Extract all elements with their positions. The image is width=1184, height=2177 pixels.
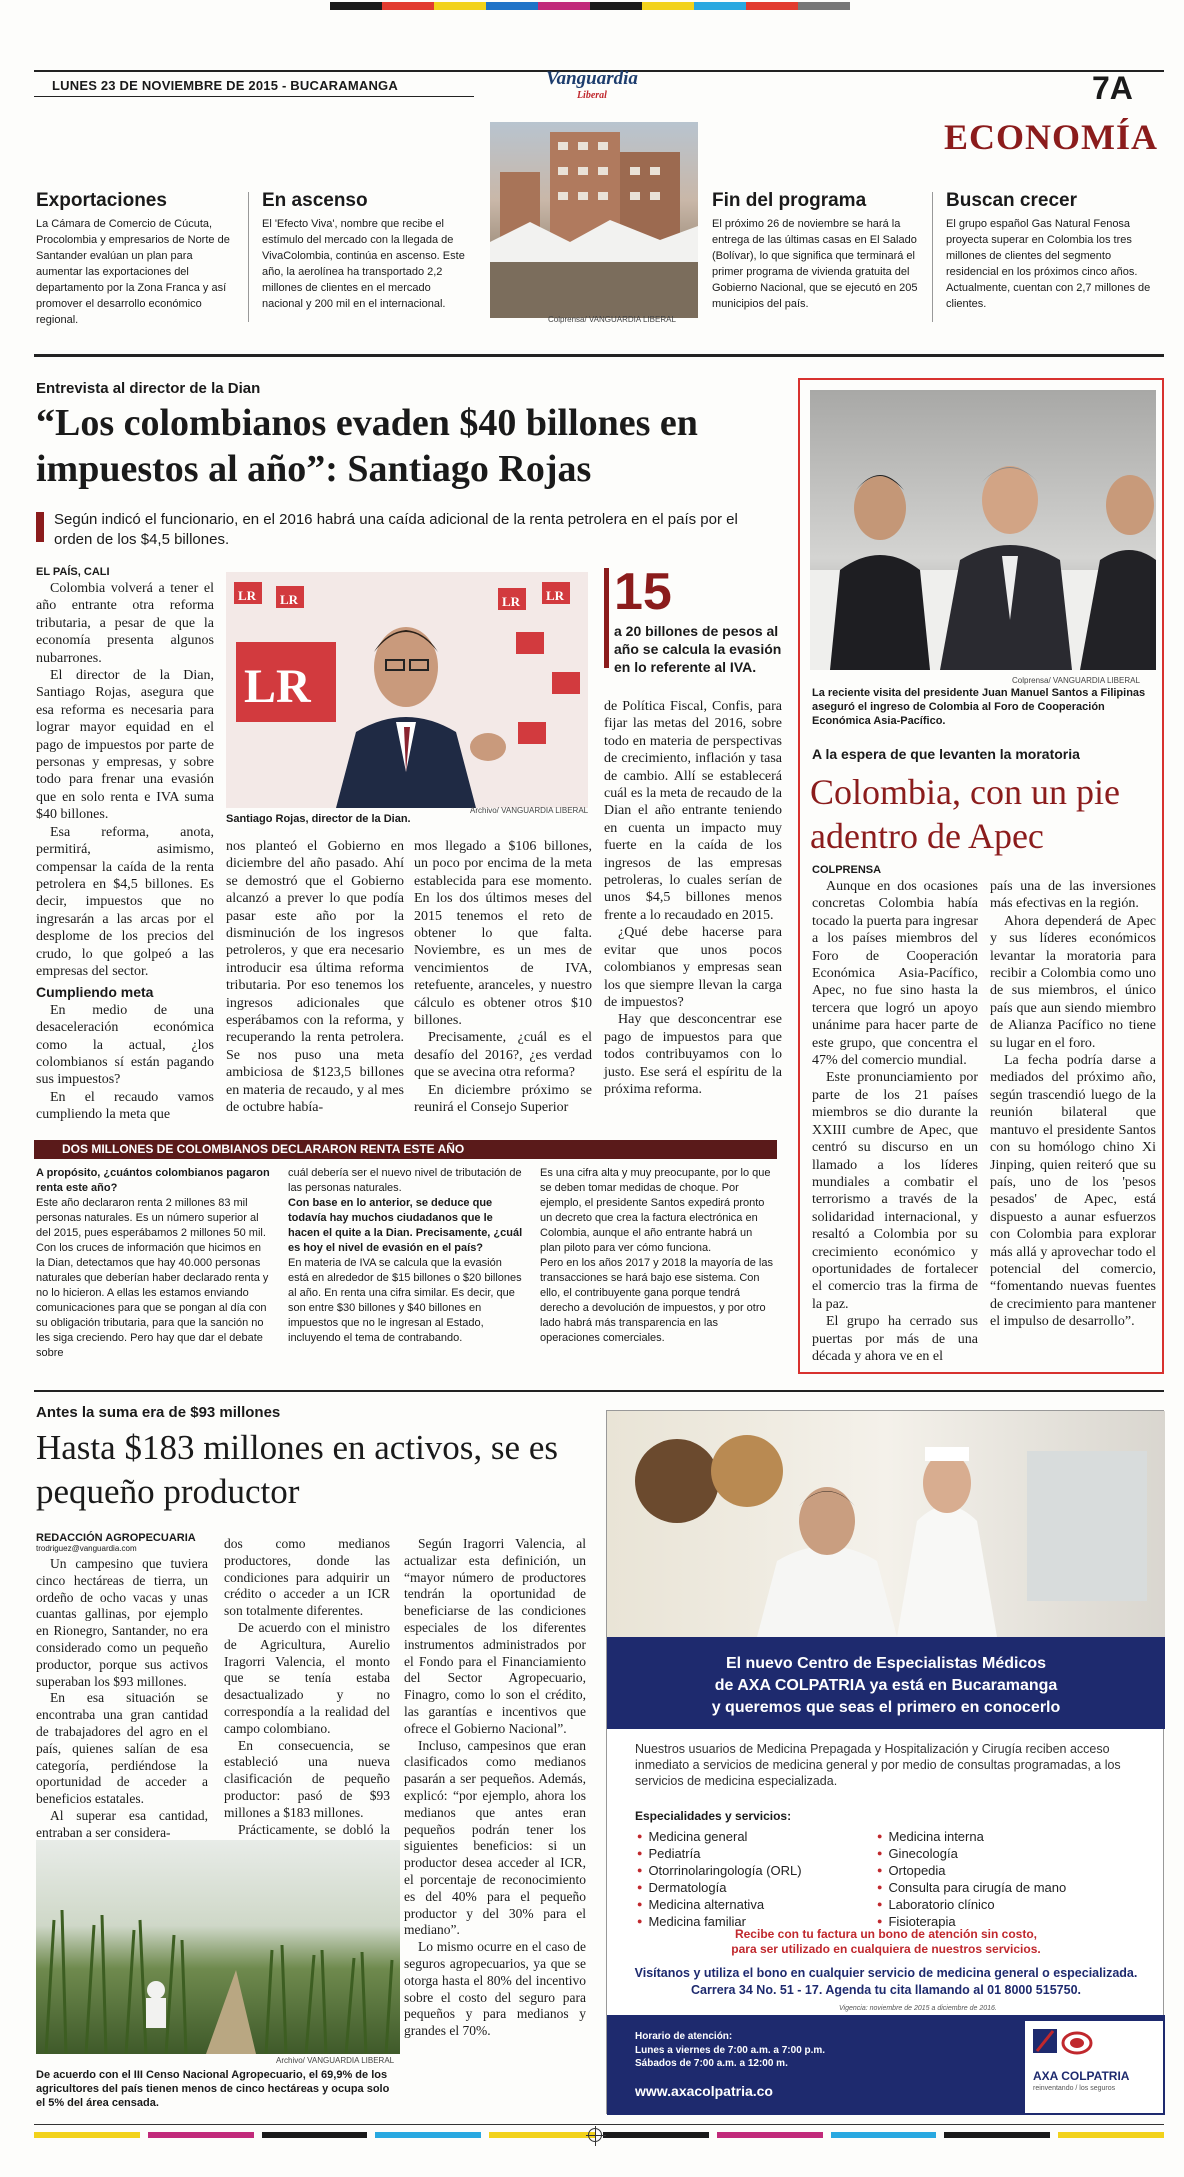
apec-column-2: país una de las inversiones más efectivas en la región. Ahora dependerá de Apec y sus líderes económicos levantar la moratoria para recibir a Colombia como uno de sus miembros, el único país que aun siendo miembro de Alianza Pacífico no tiene su lugar en el foro. La fecha podría darse a mediados del próximo año, según trascendió luego de la reunión bilateral que mantuvo el presidente Santos con su homólogo chino Xi Jinping, quien reiteró que su país, uno de los 'pesos pesados' de Apec, está dispuesto a aunar esfuerzos con Colombia para explorar más allá y aprovechar todo el potencial del comercio, “fomentando nuevas fuentes de crecimiento para mantener el impulso de desarrollo”. xyxy=(990,879,1156,1330)
header-under-rule xyxy=(34,96,474,97)
brief-text: La Cámara de Comercio de Cúcuta, Procolombia y empresarios de Norte de Santander evalúan un plan para aumentar las exportaciones del departamento por la Zona Franca y así promover el desarrollo económico regional. xyxy=(36,218,230,326)
apec-byline: COLPRENSA xyxy=(812,864,882,876)
footer-rule xyxy=(34,2124,1164,2125)
stat-text: a 20 billones de pesos al año se calcula la evasión en lo referente al IVA. xyxy=(614,623,782,675)
photo-credit: Archivo/ VANGUARDIA LIBERAL xyxy=(276,2056,395,2065)
page-number: 7A xyxy=(1092,70,1133,106)
svg-text:LR: LR xyxy=(244,660,311,713)
ad-intro: Nuestros usuarios de Medicina Prepagada y Hospitalización y Cirugía reciben acceso inmediato a servicios de medicina general y por medio de consultas programadas, a los servicios de medicina especializada. xyxy=(635,1742,1121,1788)
brief-fin-del-programa xyxy=(712,190,927,312)
svg-text:LR: LR xyxy=(502,594,521,609)
ad-brand-sub: reinventando / los seguros xyxy=(1033,2085,1116,2092)
stat-number: 15 xyxy=(614,563,672,621)
ad-footer: Horario de atención: Lunes a viernes de 7:00 a.m. a 7:00 p.m. Sábados de 7:00 a.m. a 12:00 m. www.axacolpatria.co AXA COLPATRIA reinventando / los seguros xyxy=(607,2015,1165,2115)
photo-caption: De acuerdo con el III Censo Nacional Agropecuario, el 69,9% de los agricultores del país tienen menos de cinco hectáreas y ocupa solo el 5% del área censada. xyxy=(36,2069,390,2109)
brief-title: Exportaciones xyxy=(36,190,167,211)
qa-column-3: Es una cifra alta y muy preocupante, por lo que se deben tomar medidas de choque. Por ejemplo, el presidente Santos expedirá pronto un decreto que crea la factura electrónica en Colombia, aunque el año entrante habrá un plan piloto para ver cómo funciona. Pero en los años 2017 y 2018 la mayoría de las transacciones se hará bajo ese sistema. Con ello, el contribuyente gana porque tendrá derecho a devolución de impuestos, y por otro lado habrá más transparencia en las operaciones comerciales. xyxy=(540,1167,773,1344)
apec-kicker: A la espera de que levanten la moratoria xyxy=(812,746,1080,762)
agro-column-1: Un campesino que tuviera cinco hectáreas de tierra, un ordeño de ocho vacas y unas cuantas gallinas, por ejemplo en Rionegro, Santander, no era considerado como un pequeño productor, porque sus activos superaban los $93 millones. En esa situación se encontraba una gran cantidad de trabajadores del agro en el país, quienes salían de esa categoría, perdiéndose la oportunidad de acceder a beneficios estatales. Al superar esa cantidad, entraban a ser considera- xyxy=(36,1556,208,1840)
ad-banner: El nuevo Centro de Especialistas Médicos de AXA COLPATRIA ya está en Bucaramanga y queremos que seas el primero en conocerlo xyxy=(607,1637,1165,1729)
ad-services-left: ● Medicina general ● Pediatría ● Otorrinolaringología (ORL) ● Dermatología ● Medicina alternativa ● Medicina familiar xyxy=(637,1829,877,1931)
photo-caption: La reciente visita del presidente Juan Manuel Santos a Filipinas aseguró el ingreso de Colombia al Foro de Cooperación Económica Asia-Pacífico. xyxy=(812,687,1146,727)
photo-credit: Colprensa/ VANGUARDIA LIBERAL xyxy=(548,315,676,324)
farmer-field-photo xyxy=(36,1840,400,2054)
doctors-photo xyxy=(607,1411,1165,1637)
agro-column-2: dos como medianos productores, donde las condiciones para adquirir un crédito o acceder a un ICR son totalmente diferentes. De acuerdo con el ministro de Agricultura, Aurelio Iragorri Valencia, el monto que se tenía estaba desactualizado y no correspondía a la realidad del campo colombiano. En consecuencia, se estableció una nueva clasificación de pequeño productor: pasó de $93 millones a $183 millones. Prácticamente, se dobló la xyxy=(224,1536,390,1837)
agro-email: trodriguez@vanguardia.com xyxy=(36,1544,137,1553)
ad-promo: Recibe con tu factura un bono de atención sin costo, para ser utilizado en cualquiera de nuestros servicios. xyxy=(731,1927,1041,1956)
brief-title: Buscan crecer xyxy=(946,190,1077,211)
axa-logo-icon xyxy=(1033,2029,1093,2065)
article-headline: “Los colombianos evaden $40 billones en impuestos al año”: Santiago Rojas xyxy=(36,402,698,490)
article-column-4: de Política Fiscal, Confis, para fijar las metas del 2016, sobre todo en materia de perspectivas de crecimiento, inflación y tasa de cambio. Allí se establecerá cuál es la meta de recaudo de la Dian el año entrante teniendo en cuenta un impacto muy fuerte en la caída de los ingresos de las empresas petroleras, lo cuales serían de unos $4,5 billones menos frente a lo recaudado en 2015. ¿Qué debe hacerse para evitar que unos pocos colombianos y empresas sean los que siempre llevan la carga de impuestos? Hay que desconcentrar ese pago de impuestos para que todos contribuyamos con lo justo. Ese será el espíritu de la próxima reforma. xyxy=(604,699,782,1097)
article-column-1: Colombia volverá a tener el año entrante otra reforma tributaria, a pesar de que la economía presenta algunos nubarrones. El director de la Dian, Santiago Rojas, asegura que esa reforma es necesaria para lograr mayor equidad en el pago de impuestos por parte de personas y empresas, y sobre todo para frenar una evasión que en solo renta e IVA suma $40 billones. Esa reforma, anota, permitirá, asimismo, compensar la caída de la renta petrolera en $4,5 billones. Es decir, impuestos que no ingresarán a las arcas por el desplome de los precios del crudo, lo que golpeó a las empresas del sector. Cumpliendo meta En medio de una desaceleración económica como la actual, ¿los colombianos sí están pagando sus impuestos? En el recaudo vamos cumpliendo la meta que xyxy=(36,581,214,1123)
ad-brand: AXA COLPATRIA xyxy=(1033,2069,1130,2083)
svg-text:LR: LR xyxy=(280,592,299,607)
ad-url[interactable]: www.axacolpatria.co xyxy=(635,2083,773,2099)
photo-caption: Santiago Rojas, director de la Dian. xyxy=(226,813,411,825)
article-deck: Según indicó el funcionario, en el 2016 habrá una caída adicional de la renta petrolera en el país por el orden de los $4,5 billones. xyxy=(54,511,738,548)
agro-column-3: Según Iragorri Valencia, al actualizar esta definición, un “mayor número de productores tendrán la oportunidad de beneficiarse de las condiciones especiales de los diferentes instrumentos administrados por el Fondo para el Financiamiento del Sector Agropecuario, Finagro, como lo son el crédito, las garantías e incentivos que ofrece el Gobierno Nacional”. Incluso, campesinos que eran clasificados como medianos pasarán a ser pequeños. Además, explicó: “por ejemplo, ahora los medianos que antes eran pequeños podrán tener los siguientes beneficios: si un productor desea acceder al ICR, el porcentaje de reconocimiento es del 40% para el pequeño productor y del 30% para el mediano”. Lo mismo ocurre en el caso de seguros agropecuarios, ya que se otorga hasta el 80% del incentivo sobre el costo del seguro para pequeños y para medianos y grandes el 70%. xyxy=(404,1536,586,2039)
article-byline: EL PAÍS, CALI xyxy=(36,566,110,578)
housing-photo xyxy=(490,122,698,318)
article-column-2: nos planteó el Gobierno en diciembre del año pasado. Ahí se demostró que el Gobierno alcanzó a prever lo que podía pasar este año por la disminución de los ingresos petroleros, y que era necesario introducir esa última reforma tributaria. Por eso tenemos los ingresos adicionales que esperábamos con la reforma, y recuperando la renta petrolera. Se nos puso una meta ambiciosa de $123,5 billones en materia de recaudo, y al mes de octubre había- xyxy=(226,839,404,1116)
ad-list-title: Especialidades y servicios: xyxy=(635,1809,792,1823)
section-title: ECONOMÍA xyxy=(944,117,1158,157)
brief-text: El grupo español Gas Natural Fenosa proyecta superar en Colombia los tres millones de clientes del segmento residencial en los próximos cinco años. Actualmente, cuentan con 2,7 millones de clientes. xyxy=(946,218,1151,310)
deck-marker xyxy=(36,512,44,542)
brief-separator xyxy=(248,192,249,322)
brief-text: El próximo 26 de noviembre se hará la entrega de las últimas casas en El Salado (Bolívar), lo que significa que terminará el primer programa de vivienda gratuita del Gobierno Nacional, que se ejecutó en 205 municipios del país. xyxy=(712,218,918,310)
ad-services-right: ● Medicina interna ● Ginecología ● Ortopedia ● Consulta para cirugía de mano ● Laboratorio clínico ● Fisioterapia xyxy=(877,1829,1137,1931)
svg-text:LR: LR xyxy=(238,588,257,603)
brief-separator xyxy=(932,192,933,322)
apec-summit-photo xyxy=(810,390,1156,670)
brief-text: El 'Efecto Viva', nombre que recibe el estímulo del mercado con la llegada de VivaColombia, continúa en ascenso. Este año, la aerolínea ha transportado 2,2 millones de clientes en el mercado nacional y 200 mil en el internacional. xyxy=(262,218,465,310)
ad-validity: Vigencia: noviembre de 2015 a diciembre de 2016. xyxy=(839,2005,997,2012)
axa-logo-panel xyxy=(1025,2021,1163,2113)
briefs-bottom-rule xyxy=(34,354,1164,357)
apec-column-1: Aunque en dos ocasiones concretas Colombia había tocado la puerta para ingresar a los países miembros del Foro de Cooperación Económica Asia-Pacífico, Apec, no fue sino hasta la tercera que logró un apoyo unánime para hacer parte de este grupo, que concentra el 47% del comercio mundial. Este pronunciamiento por parte de los 21 países miembros se dio durante la XXIII cumbre de Apec, que centró su discurso en un llamado a los líderes mundiales a combatir el terrorismo a través de la solidaridad internacional, y resaltó a Colombia por su crecimiento económico y oportunidades de fortalecer el comercio tras la firma de la paz. El grupo ha cerrado sus puertas por más de una década y ahora ve en el xyxy=(812,879,978,1364)
qa-column-1: A propósito, ¿cuántos colombianos pagaron renta este año? Este año declararon renta 2 millones 83 mil personas naturales. Es un número superior al del 2015, pues esperábamos 2 millones 50 mil. Con los cruces de información que hicimos en la Dian, detectamos que hay 40.000 personas naturales que deberían haber declarado renta y no lo hicieron. A ellas les estamos enviando comunicaciones para que se pongan al día con su obligación tributaria, para que la sanción no les siga creciendo. Pero hay que dar el debate sobre xyxy=(36,1167,270,1359)
photo-credit: Colprensa/ VANGUARDIA LIBERAL xyxy=(1012,676,1140,685)
article-kicker: Entrevista al director de la Dian xyxy=(36,380,261,397)
edition-date: LUNES 23 DE NOVIEMBRE DE 2015 - BUCARAMANGA xyxy=(52,78,398,93)
ad-visit: Visítanos y utiliza el bono en cualquier servicio de medicina general o especializada. Carrera 34 No. 51 - 17. Agenda tu cita llamando al 01 8000 515750. xyxy=(634,1966,1138,1997)
brief-title: En ascenso xyxy=(262,190,368,211)
svg-text:LR: LR xyxy=(546,588,565,603)
brief-en-ascenso xyxy=(262,190,472,312)
print-color-bar xyxy=(330,2,850,10)
brief-exportaciones xyxy=(36,190,236,328)
lower-section-rule xyxy=(34,1390,1164,1392)
article-column-3: mos llegado a $106 billones, un poco por encima de la meta establecida para ese momento. En los dos últimos meses del 2015 tenemos el reto de obtener lo que falta. Noviembre, es un mes de vencimientos de IVA, retefuente, aranceles, y nuestro cálculo es obtener otros $10 billones. Precisamente, ¿cuál es el desafío del 2016?, ¿es verdad que se avecina otra reforma? En diciembre próximo se reunirá el Consejo Superior xyxy=(414,839,592,1116)
stat-marker xyxy=(604,568,609,668)
santiago-rojas-photo xyxy=(226,572,588,808)
interview-band: DOS MILLONES DE COLOMBIANOS DECLARARON RENTA ESTE AÑO xyxy=(34,1140,777,1159)
apec-headline: Colombia, con un pie adentro de Apec xyxy=(810,772,1120,856)
brief-title: Fin del programa xyxy=(712,190,867,211)
agro-headline: Hasta $183 millones en activos, se es pequeño productor xyxy=(36,1428,558,1511)
registration-mark-icon xyxy=(588,2128,602,2142)
brief-buscan-crecer xyxy=(946,190,1161,312)
agro-kicker: Antes la suma era de $93 millones xyxy=(36,1404,281,1421)
qa-column-2: cuál debería ser el nuevo nivel de tributación de las personas naturales. Con base en lo anterior, se deduce que todavía hay muchos ciudadanos que le hacen el quite a la Dian. Precisamente, ¿cuál es hoy el nivel de evasión en el país? En materia de IVA se calcula que la evasión está en alrededor de $15 billones o $20 billones al año. En renta una cifra similar. Es decir, que son entre $30 billones y $40 billones en impuestos que no le ingresan al Estado, incluyendo el tema de contrabando. xyxy=(288,1167,523,1344)
photo-credit: Archivo/ VANGUARDIA LIBERAL xyxy=(470,806,589,815)
newspaper-logo: Vanguardia Liberal xyxy=(546,68,638,101)
subheading: Cumpliendo meta xyxy=(36,984,154,1001)
axa-colpatria-ad xyxy=(606,1410,1164,2114)
agro-byline: REDACCIÓN AGROPECUARIA xyxy=(36,1532,196,1544)
